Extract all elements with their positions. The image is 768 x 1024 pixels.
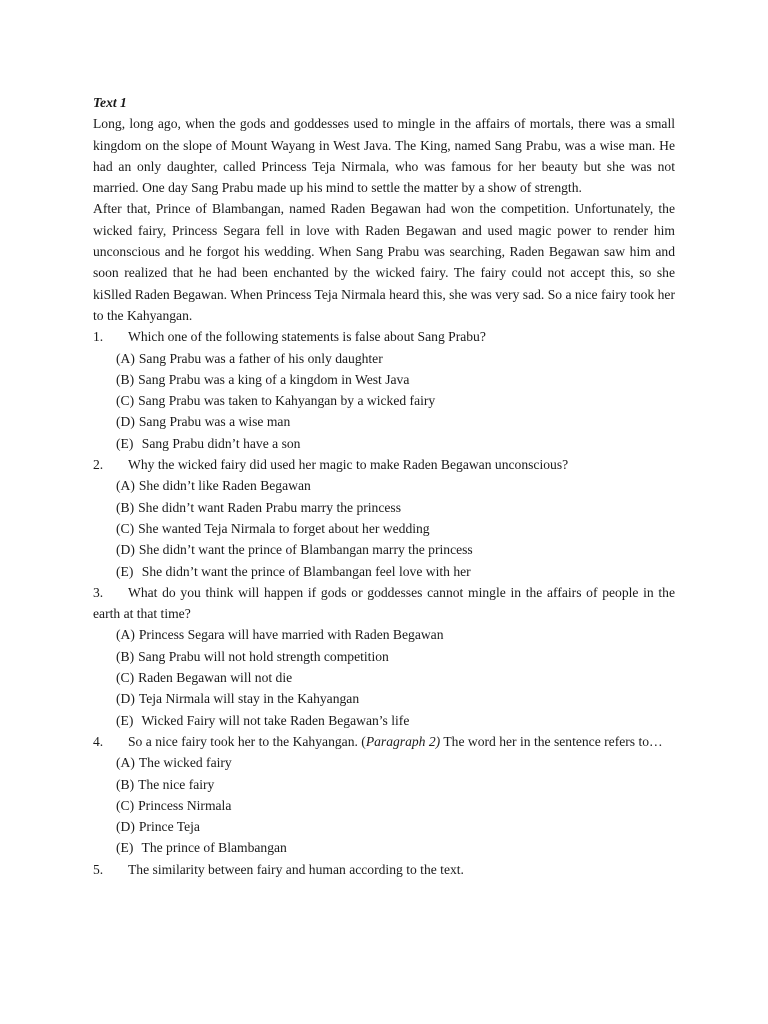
option-4a	[93, 752, 675, 773]
question-text-end: The word her in the sentence refers to…	[440, 733, 663, 749]
option-text: She didn’t like Raden Begawan	[138, 478, 311, 494]
question-text: Which one of the following statements is false about Sang Prabu?	[128, 329, 486, 345]
option-text: The prince of Blambangan	[138, 840, 287, 856]
option-text: Sang Prabu was a father of his only daughter	[138, 350, 383, 366]
question-text: What do you think will happen if gods or goddesses cannot mingle in the affairs of people in the earth at that time?	[93, 584, 675, 622]
option-text: Teja Nirmala will stay in the Kahyangan	[138, 691, 360, 707]
option-text: Princess Nirmala	[138, 797, 232, 813]
option-label: (E)	[116, 435, 134, 451]
option-label: (A)	[116, 350, 135, 366]
option-label: (E)	[116, 840, 134, 856]
option-label: (D)	[116, 414, 135, 430]
option-label: (C)	[116, 393, 135, 409]
question-number: 4.	[93, 733, 104, 749]
option-1c	[93, 390, 675, 411]
option-label: (B)	[116, 648, 135, 664]
text-title: Text 1	[93, 95, 127, 110]
question-number: 5.	[93, 861, 104, 877]
option-label: (C)	[116, 670, 135, 686]
option-2c	[93, 518, 675, 539]
option-text: Prince Teja	[138, 819, 200, 835]
option-4e	[93, 837, 675, 858]
option-text: She wanted Teja Nirmala to forget about her wedding	[138, 520, 430, 536]
option-label: (A)	[116, 755, 135, 771]
option-1b	[93, 369, 675, 390]
option-text: She didn’t want Raden Prabu marry the princess	[138, 499, 402, 515]
paragraph-1: Long, long ago, when the gods and goddesses used to mingle in the affairs of mortals, there was a small kingdom on the slope of Mount Wayang in West Java. The King, named Sang Prabu, was a wise man. He had an only daughter, called Princess Teja Nirmala, who was famous for her beauty but she was not married. One day Sang Prabu made up his mind to settle the matter by a show of strength.	[93, 116, 675, 196]
option-1e	[93, 433, 675, 454]
question-5	[93, 859, 675, 880]
option-3b	[93, 646, 675, 667]
option-text: Princess Segara will have married with Raden Begawan	[138, 627, 444, 643]
question-number: 3.	[93, 584, 104, 600]
option-label: (C)	[116, 797, 135, 813]
option-text: Sang Prabu will not hold strength competition	[138, 648, 389, 664]
option-label: (B)	[116, 499, 135, 515]
option-label: (C)	[116, 520, 135, 536]
option-text: The nice fairy	[138, 776, 215, 792]
option-3c	[93, 667, 675, 688]
option-label: (E)	[116, 563, 134, 579]
option-label: (B)	[116, 371, 135, 387]
option-text: The wicked fairy	[138, 755, 232, 771]
option-2b	[93, 497, 675, 518]
option-2e	[93, 561, 675, 582]
question-number: 2.	[93, 457, 104, 473]
option-text: She didn’t want the prince of Blambangan feel love with her	[138, 563, 471, 579]
option-label: (D)	[116, 819, 135, 835]
option-1a	[93, 348, 675, 369]
question-4	[93, 731, 675, 752]
question-3	[93, 582, 675, 625]
option-1d	[93, 411, 675, 432]
option-label: (A)	[116, 478, 135, 494]
option-2d	[93, 539, 675, 560]
question-text: Why the wicked fairy did used her magic to make Raden Begawan unconscious?	[128, 457, 569, 473]
question-1	[93, 326, 675, 347]
question-2	[93, 454, 675, 475]
question-number: 1.	[93, 329, 104, 345]
option-2a	[93, 475, 675, 496]
option-text: Sang Prabu didn’t have a son	[138, 435, 301, 451]
option-4b	[93, 774, 675, 795]
question-text: The similarity between fairy and human according to the text.	[128, 861, 464, 877]
option-4d	[93, 816, 675, 837]
document-content	[93, 92, 675, 880]
option-text: Sang Prabu was a wise man	[138, 414, 291, 430]
option-label: (E)	[116, 712, 134, 728]
option-label: (B)	[116, 776, 135, 792]
option-text: She didn’t want the prince of Blambangan marry the princess	[138, 542, 473, 558]
paragraph-2: After that, Prince of Blambangan, named Raden Begawan had won the competition. Unfortunately, the wicked fairy, Princess Segara fell in love with Raden Begawan and used magic power to render him unconscious and he forgot his wedding. When Sang Prabu was searching, Raden Begawan saw him and soon realized that he had been enchanted by the wicked fairy. The fairy could not accept this, so she kiSlled Raden Begawan. When Princess Teja Nirmala heard this, she was very sad. So a nice fairy took her to the Kahyangan.	[93, 201, 675, 323]
option-text: Sang Prabu was taken to Kahyangan by a wicked fairy	[138, 393, 436, 409]
question-reference: Paragraph 2)	[365, 733, 441, 749]
option-3d	[93, 688, 675, 709]
option-3e	[93, 710, 675, 731]
option-text: Raden Begawan will not die	[138, 670, 293, 686]
option-text: Sang Prabu was a king of a kingdom in West Java	[138, 371, 410, 387]
option-label: (D)	[116, 691, 135, 707]
option-label: (D)	[116, 542, 135, 558]
option-label: (A)	[116, 627, 135, 643]
question-text: So a nice fairy took her to the Kahyangan. (	[128, 733, 366, 749]
option-4c	[93, 795, 675, 816]
option-3a	[93, 624, 675, 645]
option-text: Wicked Fairy will not take Raden Begawan’s life	[138, 712, 410, 728]
